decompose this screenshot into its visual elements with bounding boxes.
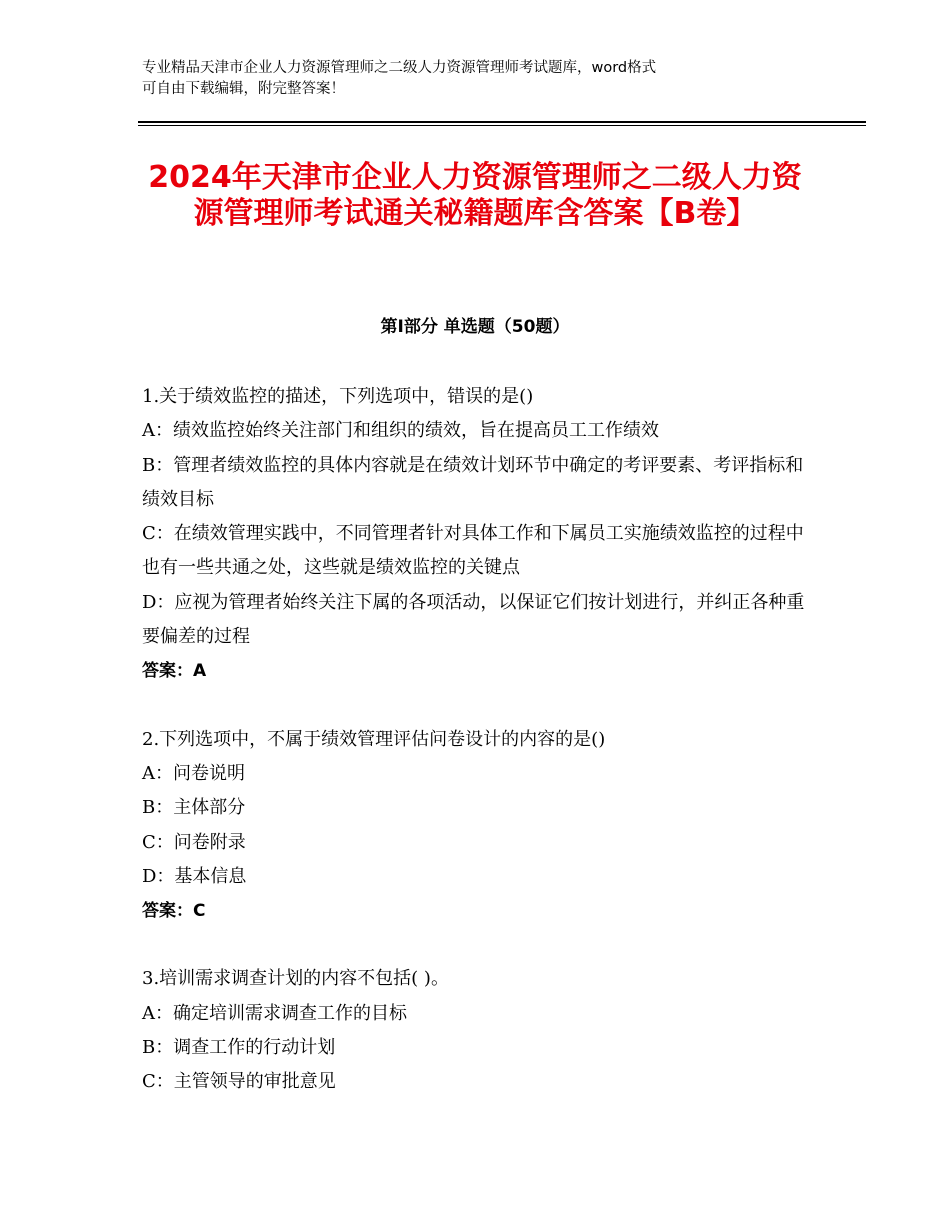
header-rule-thin [138, 125, 866, 126]
question-3 [142, 962, 807, 1099]
option-d: D：应视为管理者始终关注下属的各项活动，以保证它们按计划进行，并纠正各种重要偏差的过程 [142, 591, 805, 648]
question-stem: 3.培训需求调查计划的内容不包括( )。 [142, 968, 449, 990]
option-a: A：绩效监控始终关注部门和组织的绩效，旨在提高员工工作绩效 [142, 420, 659, 442]
option-b: B：主体部分 [142, 797, 246, 819]
section-title: 第Ⅰ部分 单选题（50题） [380, 317, 570, 337]
question-1 [142, 380, 807, 689]
question-2 [142, 723, 807, 929]
question-list [142, 380, 807, 1134]
option-b: B：管理者绩效监控的具体内容就是在绩效计划环节中确定的考评要素、考评指标和绩效目标 [142, 454, 804, 510]
option-c: C：主管领导的审批意见 [142, 1071, 336, 1093]
question-stem: 2.下列选项中，不属于绩效管理评估问卷设计的内容的是() [142, 728, 606, 750]
header-note [142, 58, 822, 100]
option-d: D：基本信息 [142, 865, 247, 887]
header-rule-thick [138, 121, 866, 123]
header-note-line-1: 专业精品天津市企业人力资源管理师之二级人力资源管理师考试题库，word格式 [142, 60, 657, 76]
option-c: C：在绩效管理实践中，不同管理者针对具体工作和下属员工实施绩效监控的过程中也有一些共通之处，这些就是绩效监控的关键点 [142, 523, 804, 579]
option-c: C：问卷附录 [142, 831, 246, 853]
document-title: 2024年天津市企业人力资源管理师之二级人力资源管理师考试通关秘籍题库含答案【B卷】 [148, 160, 802, 231]
option-a: A：确定培训需求调查工作的目标 [142, 1002, 407, 1024]
question-stem: 1.关于绩效监控的描述，下列选项中，错误的是() [142, 386, 534, 407]
answer: 答案：C [142, 901, 206, 922]
answer: 答案：A [142, 661, 207, 682]
header-note-line-2: 可自由下载编辑，附完整答案！ [142, 81, 345, 97]
option-b: B：调查工作的行动计划 [142, 1037, 336, 1059]
option-a: A：问卷说明 [142, 762, 245, 784]
